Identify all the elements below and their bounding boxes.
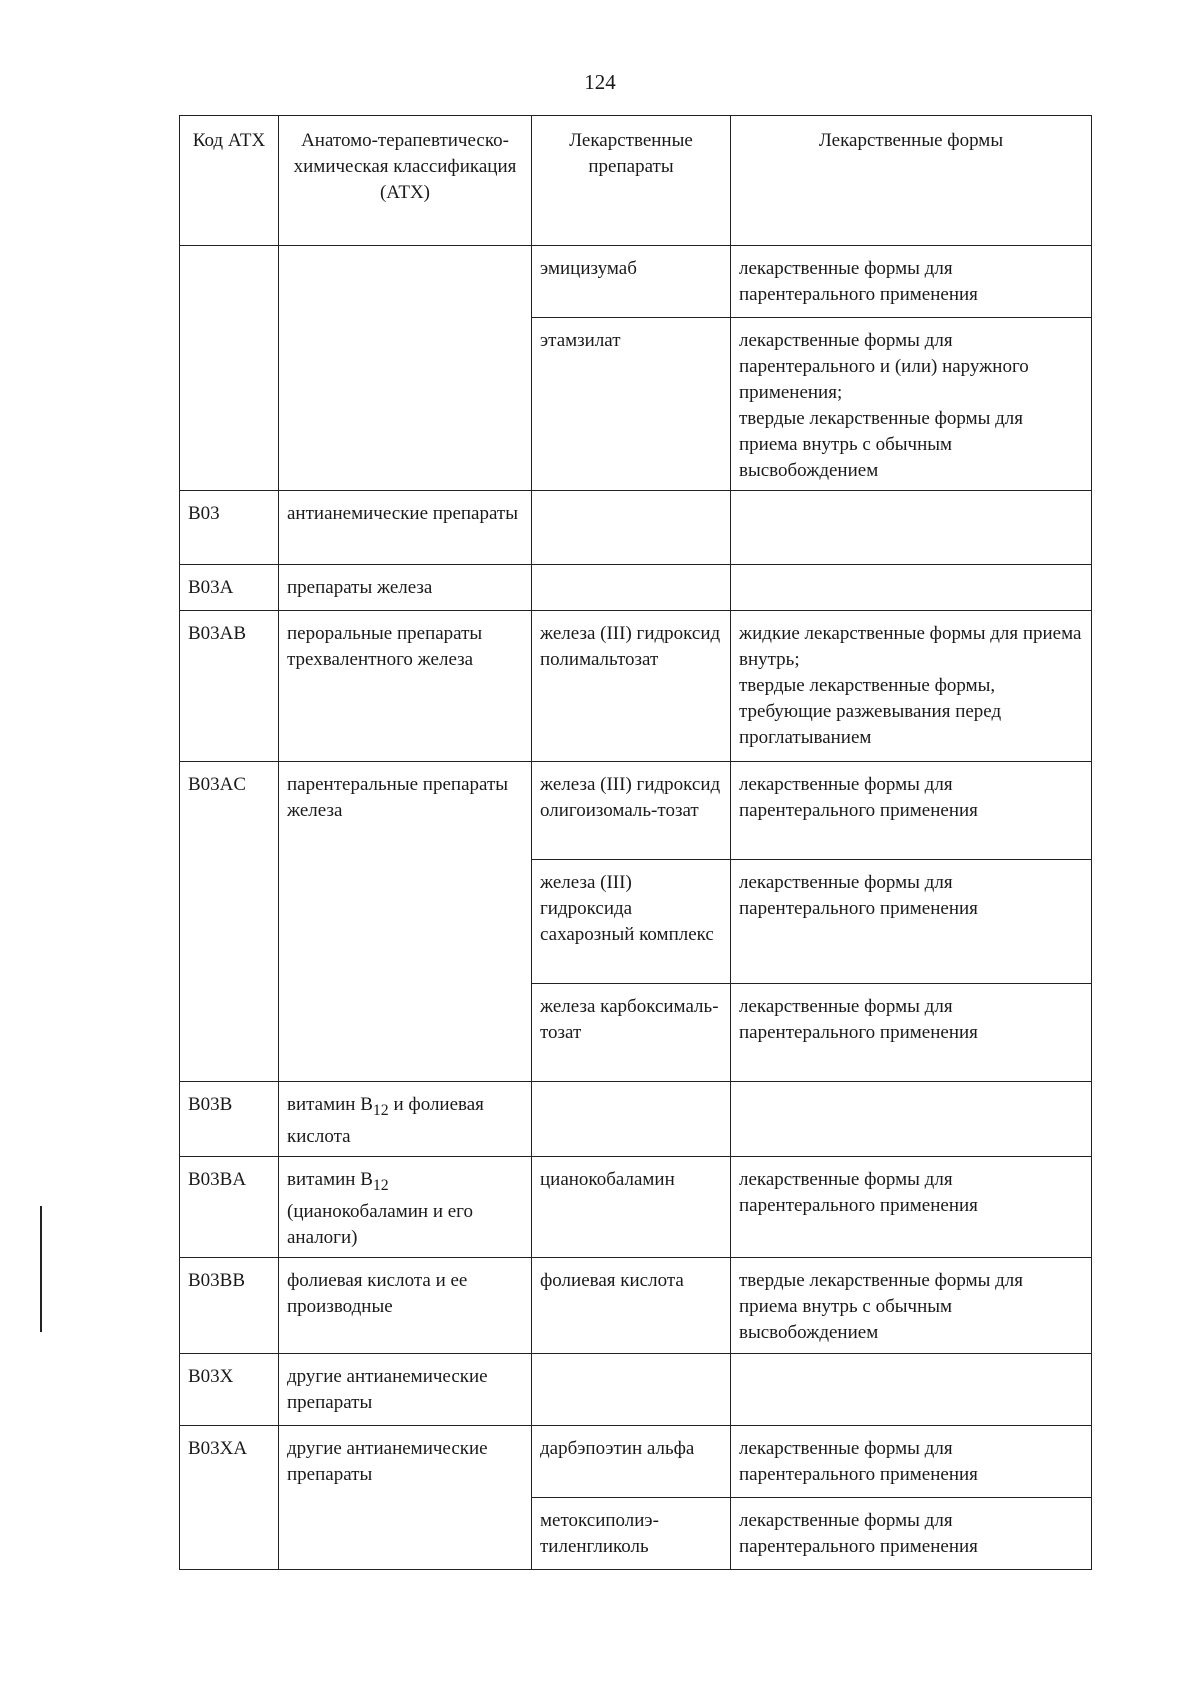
cell-classification: пероральные препараты трехвалентного железа [279, 611, 532, 762]
table-row [180, 1257, 1092, 1353]
cell-code: B03A [180, 565, 279, 611]
header-classification: Анатомо-терапевтическо-химическая классификация (АТХ) [279, 116, 532, 246]
cell-code-empty [180, 246, 279, 491]
cell-code: B03BA [180, 1156, 279, 1257]
cell-classification: другие антианемические препараты [279, 1353, 532, 1425]
header-drugs: Лекарственные препараты [532, 116, 731, 246]
cell-forms [731, 860, 1092, 984]
cell-drug: железа карбоксималь-тозат [532, 984, 731, 1082]
cell-code: B03 [180, 491, 279, 565]
cell-forms [731, 611, 1092, 762]
margin-change-bar [40, 1206, 42, 1332]
cell-drug: эмицизумаб [532, 246, 731, 318]
cell-drug-empty [532, 1353, 731, 1425]
cell-forms [731, 1425, 1092, 1497]
cell-forms-empty [731, 565, 1092, 611]
classification-subscript: 12 [372, 1101, 389, 1119]
form-line: твердые лекарственные формы для приема внутрь с обычным высвобождением [739, 408, 1024, 481]
page-number: 124 [584, 70, 616, 94]
classification-prefix: витамин B [287, 1168, 373, 1190]
cell-classification: другие антианемические препараты [279, 1425, 532, 1569]
table-row [180, 1425, 1092, 1497]
header-forms: Лекарственные формы [731, 116, 1092, 246]
cell-classification [279, 1082, 532, 1157]
cell-drug: железа (III) гидроксида сахарозный комплекс [532, 860, 731, 984]
form-line: лекарственные формы для парентерального применения [739, 258, 978, 305]
cell-code: B03BB [180, 1257, 279, 1353]
form-line: лекарственные формы для парентерального и (или) наружного применения; [739, 330, 1029, 403]
cell-drug: цианокобаламин [532, 1156, 731, 1257]
table-row [180, 1353, 1092, 1425]
cell-drug: фолиевая кислота [532, 1257, 731, 1353]
table-header-row [180, 116, 1092, 246]
cell-drug: железа (III) гидроксид олигоизомаль-тозат [532, 762, 731, 860]
cell-drug: железа (III) гидроксид полимальтозат [532, 611, 731, 762]
cell-classification: препараты железа [279, 565, 532, 611]
cell-forms [731, 984, 1092, 1082]
form-line: твердые лекарственные формы, требующие разжевывания перед проглатыванием [739, 675, 1002, 748]
form-line: лекарственные формы для парентерального применения [739, 1168, 978, 1216]
cell-forms [731, 246, 1092, 318]
cell-code: B03AB [180, 611, 279, 762]
cell-classification: антианемические препараты [279, 491, 532, 565]
classification-subscript: 12 [372, 1176, 389, 1194]
cell-forms-empty [731, 1082, 1092, 1157]
cell-code: B03XA [180, 1425, 279, 1569]
cell-drug: метоксиполиэ-тиленгликоль [532, 1497, 731, 1569]
table-row [180, 491, 1092, 565]
cell-code: B03AC [180, 762, 279, 1082]
form-line: жидкие лекарственные формы для приема внутрь; [739, 623, 1082, 670]
cell-forms [731, 318, 1092, 491]
cell-classification: парентеральные препараты железа [279, 762, 532, 1082]
cell-drug: этамзилат [532, 318, 731, 491]
cell-code: B03B [180, 1082, 279, 1157]
form-line: лекарственные формы для парентерального применения [739, 872, 978, 919]
cell-code: B03X [180, 1353, 279, 1425]
cell-drug-empty [532, 565, 731, 611]
cell-forms [731, 1497, 1092, 1569]
table-row [180, 565, 1092, 611]
classification-suffix: (цианокобаламин и его аналоги) [287, 1200, 473, 1248]
atx-drug-table [179, 115, 1092, 1570]
form-line: лекарственные формы для парентерального применения [739, 1509, 978, 1557]
cell-classification-empty [279, 246, 532, 491]
cell-forms-empty [731, 491, 1092, 565]
cell-forms [731, 1156, 1092, 1257]
form-line: лекарственные формы для парентерального применения [739, 774, 978, 821]
table-row [180, 1156, 1092, 1257]
cell-classification: фолиевая кислота и ее производные [279, 1257, 532, 1353]
cell-drug: дарбэпоэтин альфа [532, 1425, 731, 1497]
cell-drug-empty [532, 1082, 731, 1157]
table-row [180, 246, 1092, 318]
table-row [180, 611, 1092, 762]
cell-forms [731, 1257, 1092, 1353]
form-line: твердые лекарственные формы для приема внутрь с обычным высвобождением [739, 1269, 1024, 1343]
cell-drug-empty [532, 491, 731, 565]
classification-suffix: и фолиевая кислота [287, 1094, 484, 1147]
cell-classification [279, 1156, 532, 1257]
form-line: лекарственные формы для парентерального применения [739, 996, 978, 1043]
classification-prefix: витамин B [287, 1094, 373, 1115]
cell-forms [731, 762, 1092, 860]
cell-forms-empty [731, 1353, 1092, 1425]
table-row [180, 1082, 1092, 1157]
form-line: лекарственные формы для парентерального применения [739, 1437, 978, 1485]
header-code: Код АТХ [180, 116, 279, 246]
table-row [180, 762, 1092, 860]
